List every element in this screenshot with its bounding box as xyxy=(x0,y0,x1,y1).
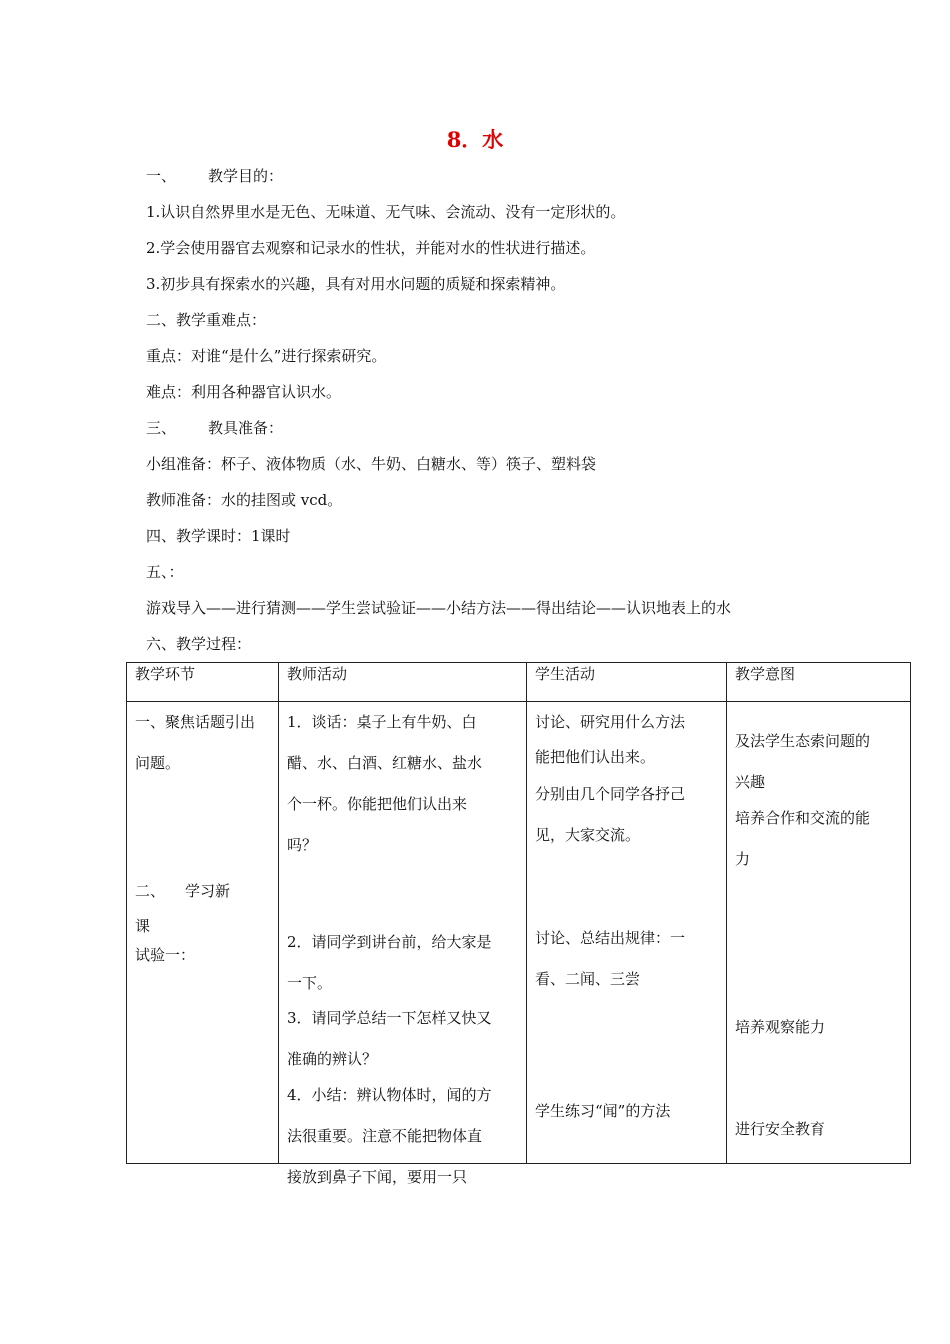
stage-2-line-3: 试验一： xyxy=(135,946,196,964)
header-teaching-intent: 教学意图 xyxy=(727,663,911,702)
student-activity-1-line-1: 讨论、研究用什么方法 xyxy=(535,713,686,731)
teacher-activity-cell xyxy=(279,702,527,1186)
teacher-step-2-line-1: 2．请同学到讲台前，给大家是 xyxy=(287,933,492,951)
stage-cell xyxy=(127,702,279,1164)
section-6-heading: 六、教学过程： xyxy=(146,635,252,653)
student-activity-3-line-2: 看、二闻、三尝 xyxy=(535,970,641,988)
header-stage: 教学环节 xyxy=(127,663,279,702)
teacher-step-1-line-3: 个一杯。你能把他们认出来 xyxy=(287,795,468,813)
section-1-number: 一、 xyxy=(146,167,177,185)
teacher-step-1-line-1: 1．谈话：桌子上有牛奶、白 xyxy=(287,713,477,731)
teacher-step-1-line-2: 醋、水、白酒、红糖水、盐水 xyxy=(287,754,483,772)
teacher-step-3-line-1: 3．请同学总结一下怎样又快又 xyxy=(287,1009,492,1027)
goal-3: 3.初步具有探索水的兴趣，具有对用水问题的质疑和探索精神。 xyxy=(146,275,566,293)
teacher-step-4-line-3: 接放到鼻子下闻，要用一只 xyxy=(287,1168,468,1186)
header-teacher-activity: 教师活动 xyxy=(279,663,527,702)
teacher-step-2-line-2: 一下。 xyxy=(287,974,333,992)
goal-1: 1.认识自然界里水是无色、无味道、无气味、会流动、没有一定形状的。 xyxy=(146,203,626,221)
key-point: 重点：对谁“是什么”进行探索研究。 xyxy=(146,347,387,365)
teacher-step-3-line-2: 准确的辨认？ xyxy=(287,1050,378,1068)
stage-2-number: 二、 xyxy=(135,882,166,900)
student-activity-3-line-1: 讨论、总结出规律：一 xyxy=(535,929,686,947)
student-activity-2-line-1: 分别由几个同学各抒己 xyxy=(535,785,686,803)
section-2-heading: 二、教学重难点： xyxy=(146,311,267,329)
section-5-heading: 五、： xyxy=(146,563,184,581)
group-preparation: 小组准备：杯子、液体物质（水、牛奶、白糖水、等）筷子、塑料袋 xyxy=(146,455,597,473)
intent-1-line-2: 兴趣 xyxy=(735,773,766,791)
section-1-text: 教学目的： xyxy=(208,167,284,185)
student-activity-1-line-2: 能把他们认出来。 xyxy=(535,748,656,766)
goal-2: 2.学会使用器官去观察和记录水的性状，并能对水的性状进行描述。 xyxy=(146,239,596,257)
stage-1-line-2: 问题。 xyxy=(135,754,181,772)
intent-2-line-1: 培养合作和交流的能 xyxy=(735,809,871,827)
stage-2-text: 学习新 xyxy=(185,882,231,900)
teacher-step-1-line-4: 吗？ xyxy=(287,836,318,854)
teaching-flow: 游戏导入——进行猜测——学生尝试验证——小结方法——得出结论——认识地表上的水 xyxy=(146,599,732,617)
section-3-heading xyxy=(146,417,283,438)
teacher-step-4-line-1: 4．小结：辨认物体时，闻的方 xyxy=(287,1086,492,1104)
table-header-row xyxy=(127,663,911,702)
difficult-point: 难点：利用各种器官认识水。 xyxy=(146,383,342,401)
intent-2-line-2: 力 xyxy=(735,850,751,868)
stage-2-line-1 xyxy=(135,874,270,909)
teaching-intent-cell xyxy=(727,702,911,1164)
intent-1-line-1: 及法学生态索问题的 xyxy=(735,732,871,750)
student-activity-4: 学生练习“闻”的方法 xyxy=(535,1102,671,1120)
section-3-text: 教具准备： xyxy=(208,419,284,437)
teaching-process-table xyxy=(126,662,911,1186)
intent-3: 培养观察能力 xyxy=(735,1018,826,1036)
student-activity-cell xyxy=(527,702,727,1164)
section-1-heading xyxy=(146,165,283,186)
header-student-activity: 学生活动 xyxy=(527,663,727,702)
intent-4: 进行安全教育 xyxy=(735,1120,826,1138)
teacher-step-4-line-2: 法很重要。注意不能把物体直 xyxy=(287,1127,483,1145)
table-row xyxy=(127,702,911,1164)
page-title: 8．水 xyxy=(446,127,504,152)
stage-2-line-2: 课 xyxy=(135,917,151,935)
section-4-heading: 四、教学课时：1课时 xyxy=(146,527,291,545)
student-activity-2-line-2: 见，大家交流。 xyxy=(535,826,641,844)
section-3-number: 三、 xyxy=(146,419,177,437)
stage-1-line-1: 一、聚焦话题引出 xyxy=(135,713,256,731)
teacher-preparation: 教师准备：水的挂图或 vcd。 xyxy=(146,491,343,509)
